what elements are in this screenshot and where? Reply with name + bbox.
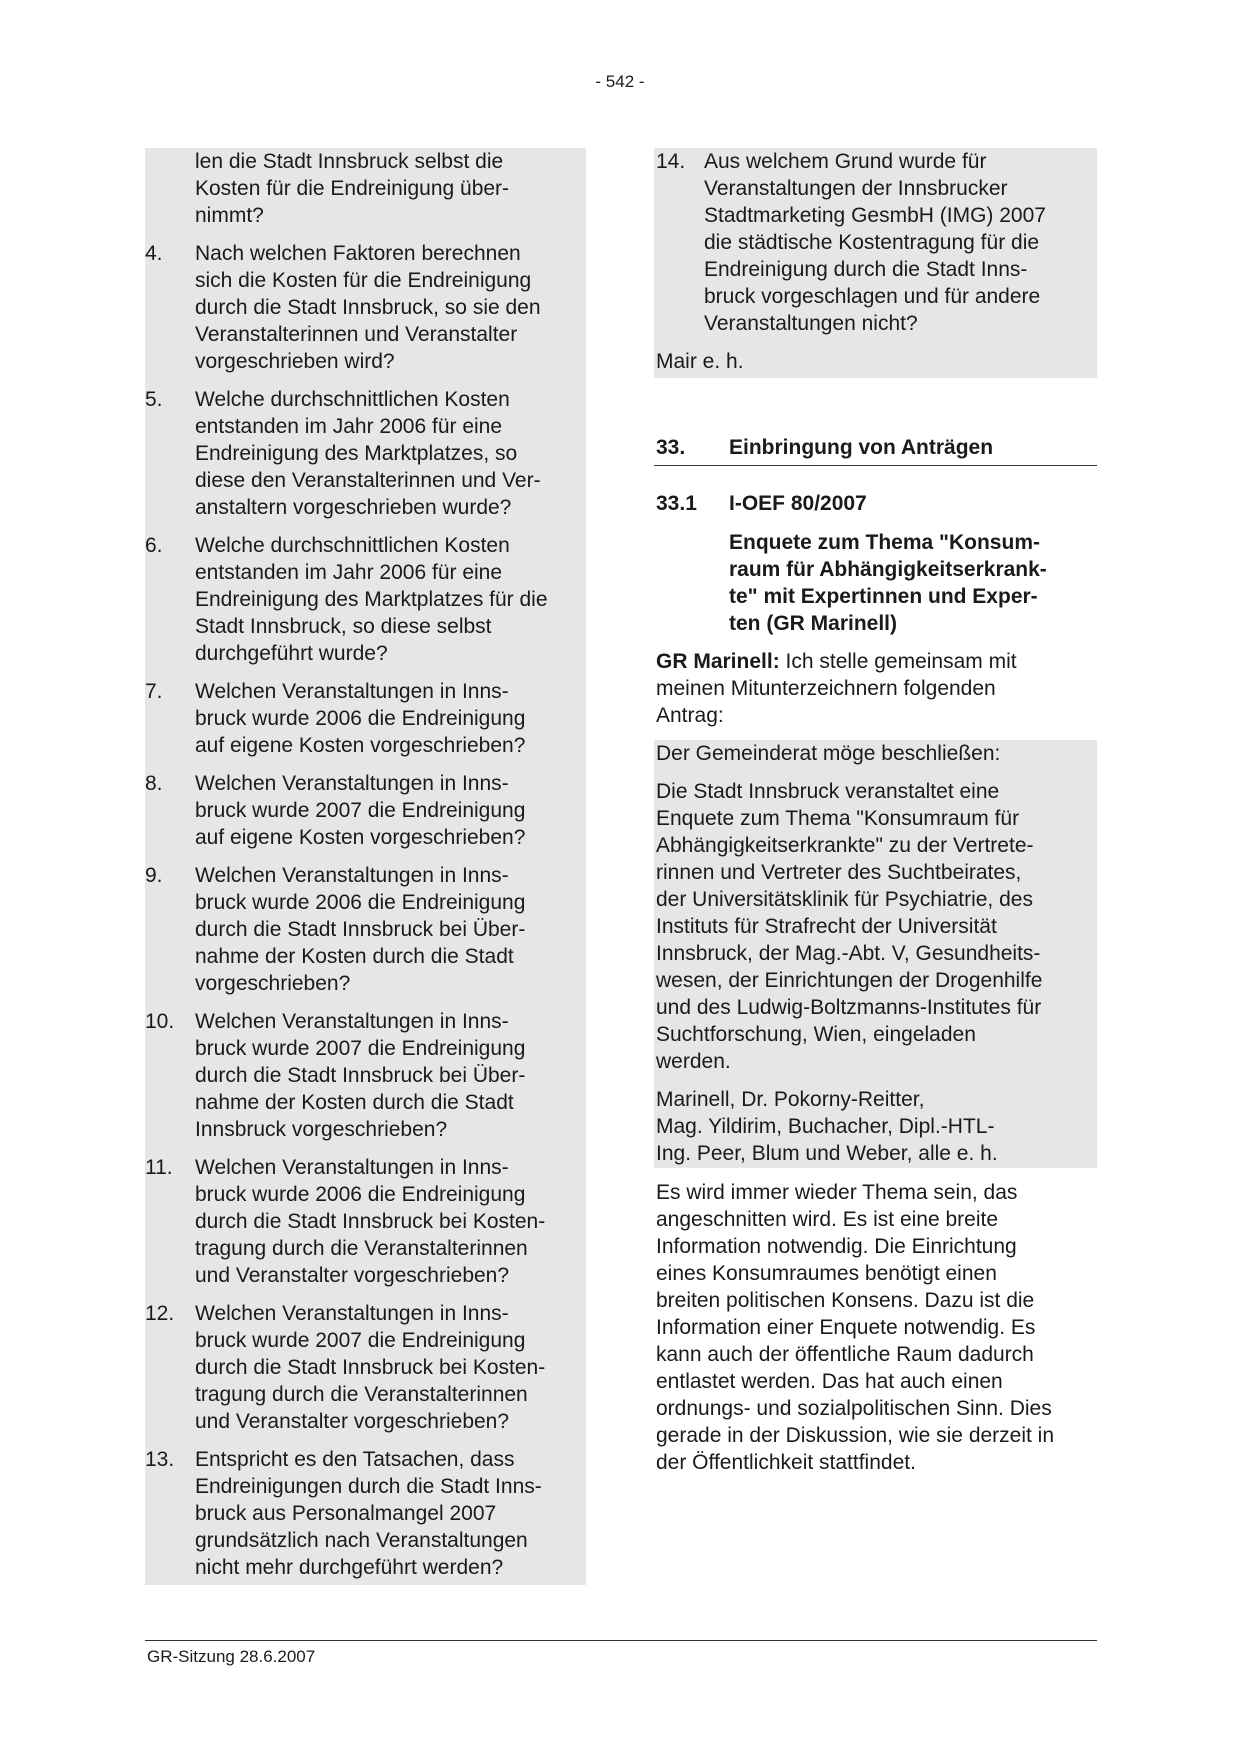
question-number: 4. (145, 242, 163, 265)
section-heading (654, 434, 1097, 466)
question-11 (145, 1154, 586, 1289)
subsection-heading (654, 490, 1097, 517)
continuation-text: len die Stadt Innsbruck selbst die Kosten für die Endreinigung über- nimmt? (195, 150, 510, 227)
question-6 (145, 532, 586, 667)
page-number: - 542 - (595, 72, 645, 91)
question-text: Aus welchem Grund wurde für Veranstaltungen der Innsbrucker Stadtmarketing GesmbH (IMG) 2007 die städtische Kostentragung für die Endreinigung durch die Stadt Inns- bruck vorgeschlagen und für andere Veranstaltungen nicht? (704, 150, 1046, 335)
section-number: 33. (656, 436, 686, 459)
question-13 (145, 1446, 586, 1581)
body-text: Es wird immer wieder Thema sein, das angeschnitten wird. Es ist eine breite Information notwendig. Die Einrichtung eines Konsumraumes benötigt einen breiten politischen Konsens. Dazu ist die Information einer Enquete notwendig. Es kann auch der öffentliche Raum dadurch entlastet werden. Das hat auch einen ordnungs- und sozialpolitischen Sinn. Dies gerade in der Diskussion, wie sie derzeit in der Öffentlichkeit stattfindet. (656, 1181, 1055, 1474)
subsection-title: Enquete zum Thema "Konsum- raum für Abhängigkeitserkrank- te" mit Expertinnen und Exper- ten (GR Marinell) (729, 531, 1047, 635)
question-number: 7. (145, 680, 163, 703)
right-column (654, 148, 1097, 1476)
question-9 (145, 862, 586, 997)
question-text: Welchen Veranstaltungen in Inns- bruck wurde 2007 die Endreinigung durch die Stadt Innsbruck bei Kosten- tragung durch die Veranstalterinnen und Veranstalter vorgeschrieben? (195, 1302, 546, 1433)
signature-mair: Mair e. h. (656, 350, 744, 373)
subsection-id: I-OEF 80/2007 (729, 492, 867, 515)
question-10 (145, 1008, 586, 1143)
question-12 (145, 1300, 586, 1435)
question-number: 14. (656, 150, 686, 173)
question-text: Welche durchschnittlichen Kosten entstanden im Jahr 2006 für eine Endreinigung des Marktplatzes, so diese den Veranstalterinnen und Ver- anstaltern vorgeschrieben wurde? (195, 388, 541, 519)
question-number: 9. (145, 864, 163, 887)
left-column (145, 148, 586, 1585)
question-text: Welchen Veranstaltungen in Inns- bruck wurde 2006 die Endreinigung auf eigene Kosten vorgeschrieben? (195, 680, 526, 757)
question-4 (145, 240, 586, 375)
question-number: 8. (145, 772, 163, 795)
question-text: Welchen Veranstaltungen in Inns- bruck wurde 2006 die Endreinigung durch die Stadt Innsbruck bei Über- nahme der Kosten durch die Stadt vorgeschrieben? (195, 864, 526, 995)
motion-header: Der Gemeinderat möge beschließen: (656, 742, 1001, 765)
question-8 (145, 770, 586, 851)
footer-divider (145, 1640, 1097, 1641)
footer-text: GR-Sitzung 28.6.2007 (147, 1647, 316, 1666)
question-number: 10. (145, 1010, 175, 1033)
question-number: 6. (145, 534, 163, 557)
question-text: Welchen Veranstaltungen in Inns- bruck wurde 2007 die Endreinigung auf eigene Kosten vorgeschrieben? (195, 772, 526, 849)
question-text: Nach welchen Faktoren berechnen sich die Kosten für die Endreinigung durch die Stadt Innsbruck, so sie den Veranstalterinnen und Veranstalter vorgeschrieben wird? (195, 242, 541, 373)
question-text: Entspricht es den Tatsachen, dass Endreinigungen durch die Stadt Inns- bruck aus Personalmangel 2007 grundsätzlich nach Veranstaltungen nicht mehr durchgeführt werden? (195, 1448, 542, 1579)
question-14 (654, 148, 1097, 337)
question-number: 12. (145, 1302, 175, 1325)
question-7 (145, 678, 586, 759)
question-text: Welche durchschnittlichen Kosten entstanden im Jahr 2006 für eine Endreinigung des Marktplatzes für die Stadt Innsbruck, so diese selbst durchgeführt wurde? (195, 534, 548, 665)
subsection-number: 33.1 (656, 492, 697, 515)
speaker-name: GR Marinell: (656, 650, 780, 673)
motion-text: Die Stadt Innsbruck veranstaltet eine Enquete zum Thema "Konsumraum für Abhängigkeitserkrankte" zu der Vertrete- rinnen und Vertreter des Suchtbeirates, der Universitätsklinik für Psychiatrie, des Instituts für Strafrecht der Universität Innsbruck, der Mag.-Abt. V, Gesundheits- wesen, der Einrichtungen der Drogenhilfe und des Ludwig-Boltzmanns-Institutes für Suchtforschung, Wien, eingeladen werden. (656, 780, 1043, 1073)
intro-text: Ich stelle gemeinsam mit meinen Mitunterzeichnern folgenden Antrag: (656, 650, 1017, 727)
motion-signatories: Marinell, Dr. Pokorny-Reitter, Mag. Yildirim, Buchacher, Dipl.-HTL- Ing. Peer, Blum und Weber, alle e. h. (656, 1088, 998, 1165)
question-text: Welchen Veranstaltungen in Inns- bruck wurde 2007 die Endreinigung durch die Stadt Innsbruck bei Über- nahme der Kosten durch die Stadt Innsbruck vorgeschrieben? (195, 1010, 526, 1141)
question-number: 11. (145, 1156, 173, 1179)
question-number: 13. (145, 1448, 175, 1471)
question-continuation (145, 148, 586, 229)
section-title: Einbringung von Anträgen (729, 436, 994, 459)
question-number: 5. (145, 388, 163, 411)
question-text: Welchen Veranstaltungen in Inns- bruck wurde 2006 die Endreinigung durch die Stadt Innsbruck bei Kosten- tragung durch die Veranstalterinnen und Veranstalter vorgeschrieben? (195, 1156, 546, 1287)
question-14-block (654, 148, 1097, 378)
motion-block (654, 740, 1097, 1168)
speaker-intro (654, 648, 1097, 729)
question-5 (145, 386, 586, 521)
